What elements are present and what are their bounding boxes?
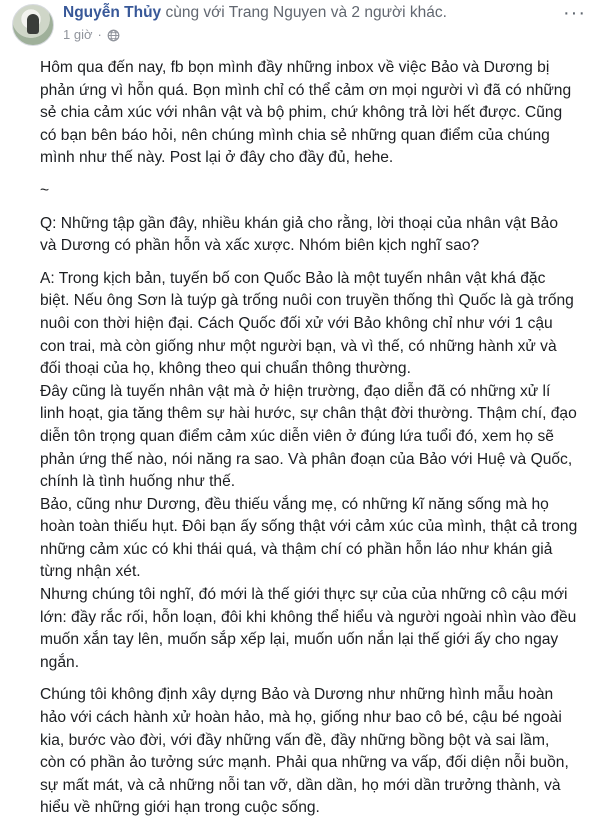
post-timestamp[interactable]: 1 giờ: [63, 27, 93, 42]
post-paragraph: Bảo, cũng như Dương, đều thiếu vắng mẹ, có những kĩ năng sống mà họ hoàn toàn thiếu hụt. Đôi bạn ấy sống thật với cảm xúc của mình, thật cả trong những cảm xúc có khi thái quá, và thậm chí có phần hỗn láo như khán giả từng nhận xét.: [40, 495, 578, 581]
tagged-people-text[interactable]: cùng với Trang Nguyen và 2 người khác.: [161, 4, 447, 21]
post-paragraph: Chúng tôi không định xây dựng Bảo và Dương như những hình mẫu hoàn hảo với cách hành xử hoàn hảo, mà họ, giống như bao cô bé, cậu bé ngoài kia, bước vào đời, với đầy những vấn đề, đầy những bồng bột và sai lầm, còn có phần ảo tưởng sức mạnh. Phải qua những va vấp, đối diện nỗi buồn, sự mất mát, và cả những nỗi tan vỡ, dần dần, họ mới dần trưởng thành, và hiểu về những giới hạn trong cuộc sống.: [40, 686, 569, 817]
more-options-icon[interactable]: ···: [563, 2, 586, 24]
post-meta: [63, 27, 120, 43]
post-paragraph: Đây cũng là tuyến nhân vật mà ở hiện trường, đạo diễn đã có những xử lí linh hoạt, gia tăng thêm sự hài hước, sự chân thật đời thường. Thậm chí, đạo diễn tôn trọng quan điểm cảm xúc diễn viên ở đúng lứa tuổi đó, xem họ sẽ phản ứng thế nào, nói năng ra sao. Và phân đoạn của Bảo với Huệ và Quốc, chính là tình huống như thế.: [40, 382, 577, 491]
answer-paragraph: A: Trong kịch bản, tuyến bố con Quốc Bảo là một tuyến nhân vật khá đặc biệt. Nếu ông Sơn là tuýp gà trống nuôi con truyền thống thì Quốc là gà trống nuôi con thời hiện đại. Cách Quốc đối xử với Bảo không chỉ như với 1 cậu con trai, mà còn giống như một người bạn, và vì thế, có những hành xử và đối thoại của họ, không theo qui chuẩn thông thường.: [40, 269, 574, 378]
post-paragraph: Hôm qua đến nay, fb bọn mình đầy những inbox về việc Bảo và Dương bị phản ứng vì hỗn quá. Bọn mình chỉ có thể cảm ơn mọi người vì đã có những sẻ chia cảm xúc với nhân vật và bộ phim, chứ không trả lời hết được. Cũng có bạn bên báo hỏi, nên chúng mình chia sẻ những quan điểm của chúng mình như thế này. Post lại ở đây cho đầy đủ, hehe.: [40, 59, 572, 167]
author-avatar[interactable]: [12, 4, 54, 46]
post-content: [40, 57, 578, 820]
post-title-line: [63, 3, 447, 23]
post-header: [0, 0, 600, 56]
meta-separator: ·: [97, 27, 102, 42]
post-paragraph: Nhưng chúng tôi nghĩ, đó mới là thế giới thực sự của của những cô cậu mới lớn: đầy rắc rối, hỗn loạn, đôi khi không thể hiểu và người ngoài nhìn vào đều muốn xắn tay lên, muốn sắp xếp lại, muốn uốn nắn lại thế giới ấy cho ngay ngắn.: [40, 586, 577, 671]
author-name-link[interactable]: Nguyễn Thủy: [63, 4, 162, 21]
post-separator-line: ~: [40, 181, 50, 199]
question-paragraph: Q: Những tập gần đây, nhiều khán giả cho rằng, lời thoại của nhân vật Bảo và Dương có phần hỗn và xấc xược. Nhóm biên kịch nghĩ sao?: [40, 214, 558, 255]
globe-icon[interactable]: [107, 29, 120, 42]
